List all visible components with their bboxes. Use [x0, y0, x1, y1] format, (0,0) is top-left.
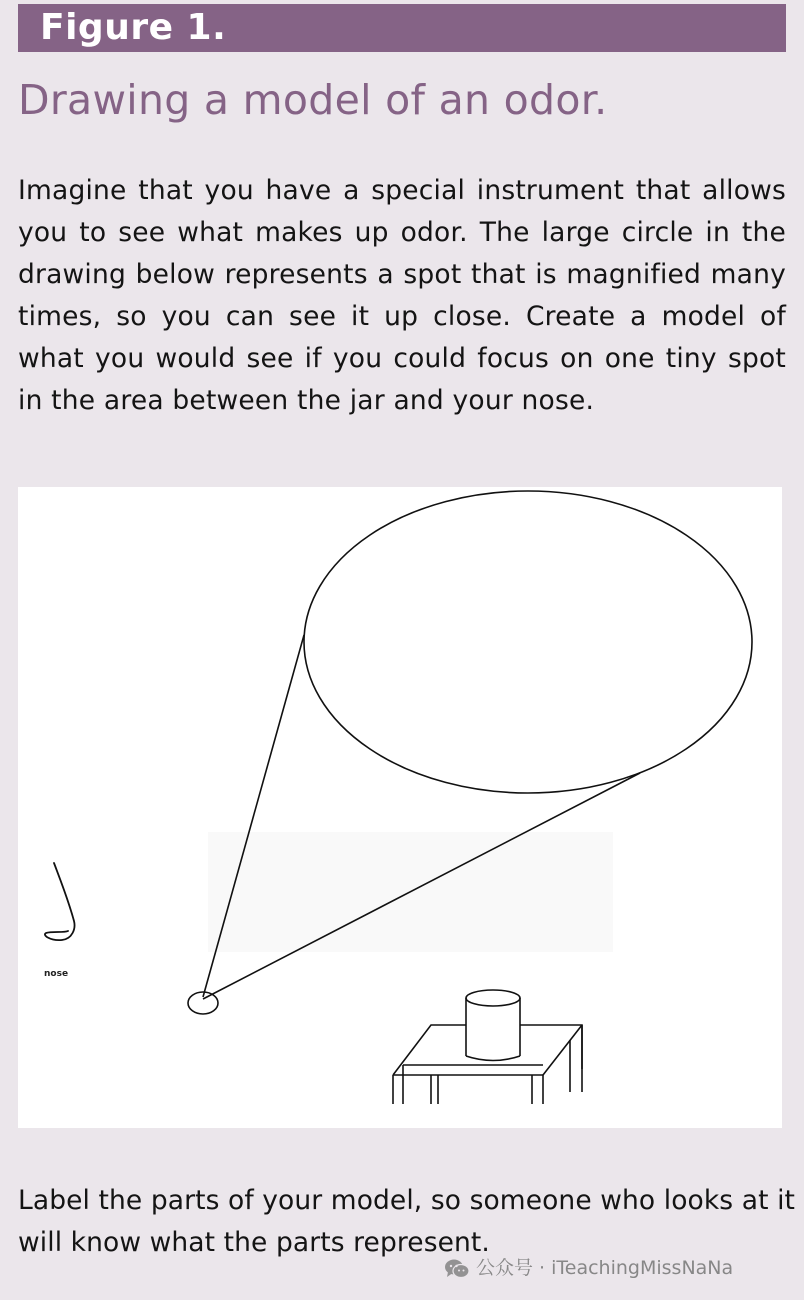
figure-title: Drawing a model of an odor. [18, 76, 608, 124]
intro-paragraph: Imagine that you have a special instrument that allows you to see what makes up odor. The large circle in the drawing below represents a spot that is magnified many times, so you can see it up close. Create a model of what you would see if you could focus on one tiny spot in the area between the jar and your nose. [18, 175, 786, 416]
odor-model-drawing [18, 487, 782, 1128]
table-top-right [520, 1025, 582, 1069]
wechat-icon [444, 1258, 470, 1280]
watermark-text: 公众号 · iTeachingMissNaNa [476, 1257, 734, 1279]
watermark [444, 1254, 733, 1282]
figure-banner [18, 4, 786, 52]
closing-paragraph: Label the parts of your model, so someone who looks at it will know what the parts represent. [18, 1185, 796, 1258]
jar-lid [466, 990, 520, 1006]
drawing-canvas [18, 487, 782, 1128]
nose-outline [45, 863, 75, 940]
jar-base [466, 1056, 520, 1061]
table [393, 1025, 582, 1104]
figure-label: Figure 1. [40, 7, 227, 48]
table-top-left [393, 1025, 466, 1075]
nose-label: nose [44, 969, 69, 979]
table-side-edge [543, 1025, 582, 1075]
magnified-spot-circle [304, 491, 752, 793]
